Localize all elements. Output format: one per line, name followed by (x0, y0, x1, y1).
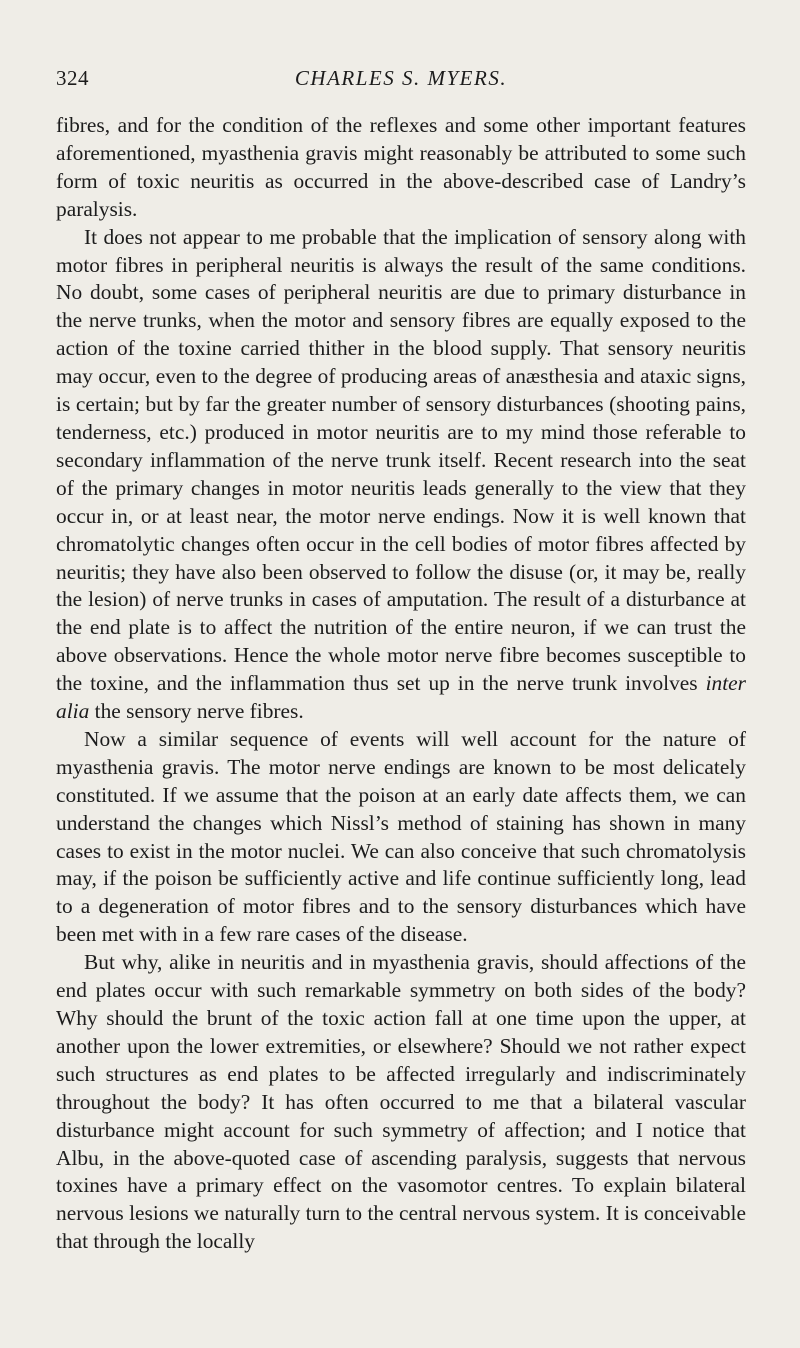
paragraph-3: Now a similar sequence of events will well account for the nature of myasthenia gravis. The motor nerve endings are known to be most delicately constituted. If we assume that the poison at an early date affects them, we can understand the changes which Nissl’s method of staining has shown in many cases to exist in the motor nuclei. We can also conceive that such chromatolysis may, if the poison be sufficiently active and life continue sufficiently long, lead to a degeneration of motor fibres and to the sensory disturbances which have been met with in a few rare cases of the disease. (56, 726, 746, 947)
paragraph-2-tail: the sensory nerve fibres. (94, 699, 304, 724)
page-header (56, 66, 746, 100)
paragraph-1: fibres, and for the condition of the reflexes and some other important features aforementioned, myasthenia gravis might reasonably be attributed to some such form of toxic neuritis as occurred in the above-described case of Landry’s paralysis. (56, 113, 746, 221)
running-head: CHARLES S. MYERS. (294, 66, 508, 90)
page-number: 324 (56, 66, 89, 90)
paragraph-2-text: It does not appear to me probable that the implication of sensory along with motor fibres in peripheral neuritis is always the result of the same conditions. No doubt, some cases of peripheral neuritis are due to primary disturbance in the nerve trunks, when the motor and sensory fibres are equally exposed to the action of the toxine carried thither in the blood supply. That sensory neuritis may occur, even to the degree of producing areas of anæsthesia and ataxic signs, is certain; but by far the greater number of sensory disturbances (shooting pains, tenderness, etc.) produced in motor neuritis are to my mind those referable to secondary inflammation of the nerve trunk itself. Recent research into the seat of the primary changes in motor neuritis leads generally to the view that they occur in, or at least near, the motor nerve endings. Now it is well known that chromatolytic changes often occur in the cell bodies of motor fibres affected by neuritis; they have also been observed to follow the disuse (or, it may be, really the lesion) of nerve trunks in cases of amputation. The result of a disturbance at the end plate is to affect the nutrition of the entire neuron, if we can trust the above observations. Hence the whole motor nerve fibre becomes susceptible to the toxine, and the inflammation thus set up in the nerve trunk involves (56, 224, 746, 696)
body-text (56, 112, 746, 1256)
paragraph-4: But why, alike in neuritis and in myasthenia gravis, should affections of the end plates occur with such remarkable symmetry on both sides of the body? Why should the brunt of the toxic action fall at one time upon the upper, at another upon the lower extremities, or elsewhere? Should we not rather expect such structures as end plates to be affected irregularly and indiscriminately throughout the body? It has often occurred to me that a bilateral vascular disturbance might account for such symmetry of affection; and I notice that Albu, in the above-quoted case of ascending paralysis, suggests that nervous toxines have a primary effect on the vasomotor centres. To explain bilateral nervous lesions we naturally turn to the central nervous system. It is conceivable that through the locally (56, 950, 746, 1254)
paragraph-2 (56, 224, 746, 726)
italic-phrase: inter alia (56, 671, 746, 724)
